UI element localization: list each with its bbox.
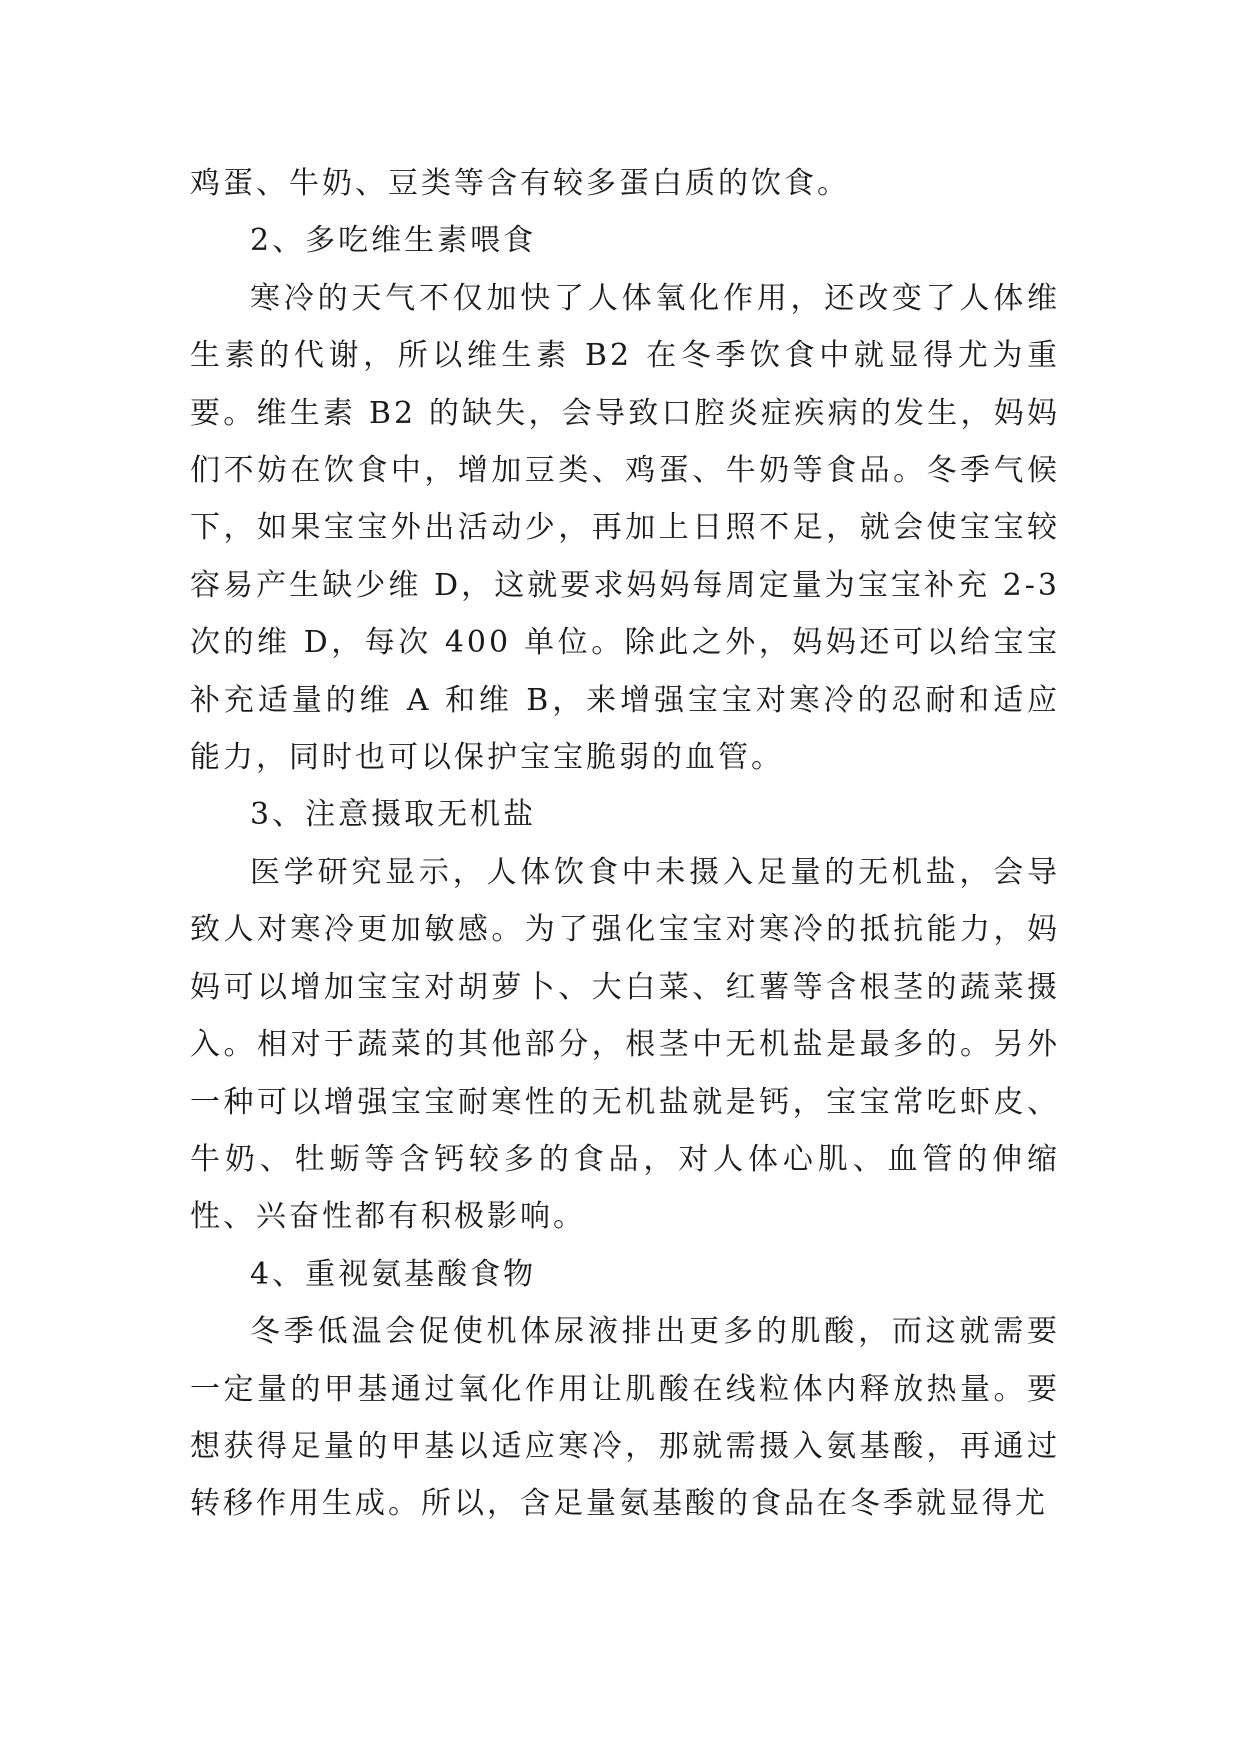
section-heading-minerals: 3、注意摄取无机盐 [250, 797, 537, 833]
section-heading-amino-acids: 4、重视氨基酸食物 [250, 1256, 537, 1292]
document-body [190, 155, 1060, 1533]
paragraph-continuation: 鸡蛋、牛奶、豆类等含有较多蛋白质的饮食。 [190, 166, 850, 201]
section-heading-vitamins: 2、多吃维生素喂食 [250, 223, 537, 259]
paragraph-minerals: 医学研究显示，人体饮食中未摄入足量的无机盐，会导致人对寒冷更加敏感。为了强化宝宝对寒冷的抵抗能力，妈妈可以增加宝宝对胡萝卜、大白菜、红薯等含根茎的蔬菜摄入。相对于蔬菜的其他部分，根茎中无机盐是最多的。另外一种可以增强宝宝耐寒性的无机盐就是钙，宝宝常吃虾皮、牛奶、牡蛎等含钙较多的食品，对人体心肌、血管的伸缩性、兴奋性都有积极影响。 [190, 854, 1060, 1235]
paragraph-amino-acids: 冬季低温会促使机体尿液排出更多的肌酸，而这就需要一定量的甲基通过氧化作用让肌酸在线粒体内释放热量。要想获得足量的甲基以适应寒冷，那就需摄入氨基酸，再通过转移作用生成。所以，含足量氨基酸的食品在冬季就显得尤 [190, 1314, 1060, 1522]
paragraph-vitamins: 寒冷的天气不仅加快了人体氧化作用，还改变了人体维生素的代谢，所以维生素 B2 在冬季饮食中就显得尤为重要。维生素 B2 的缺失，会导致口腔炎症疾病的发生，妈妈们不妨在饮食中，增加豆类、鸡蛋、牛奶等食品。冬季气候下，如果宝宝外出活动少，再加上日照不足，就会使宝宝较容易产生缺少维 D，这就要求妈妈每周定量为宝宝补充 2-3 次的维 D，每次 400 单位。除此之外，妈妈还可以给宝宝补充适量的维 A 和维 B，来增强宝宝对寒冷的忍耐和适应能力，同时也可以保护宝宝脆弱的血管。 [190, 280, 1060, 776]
